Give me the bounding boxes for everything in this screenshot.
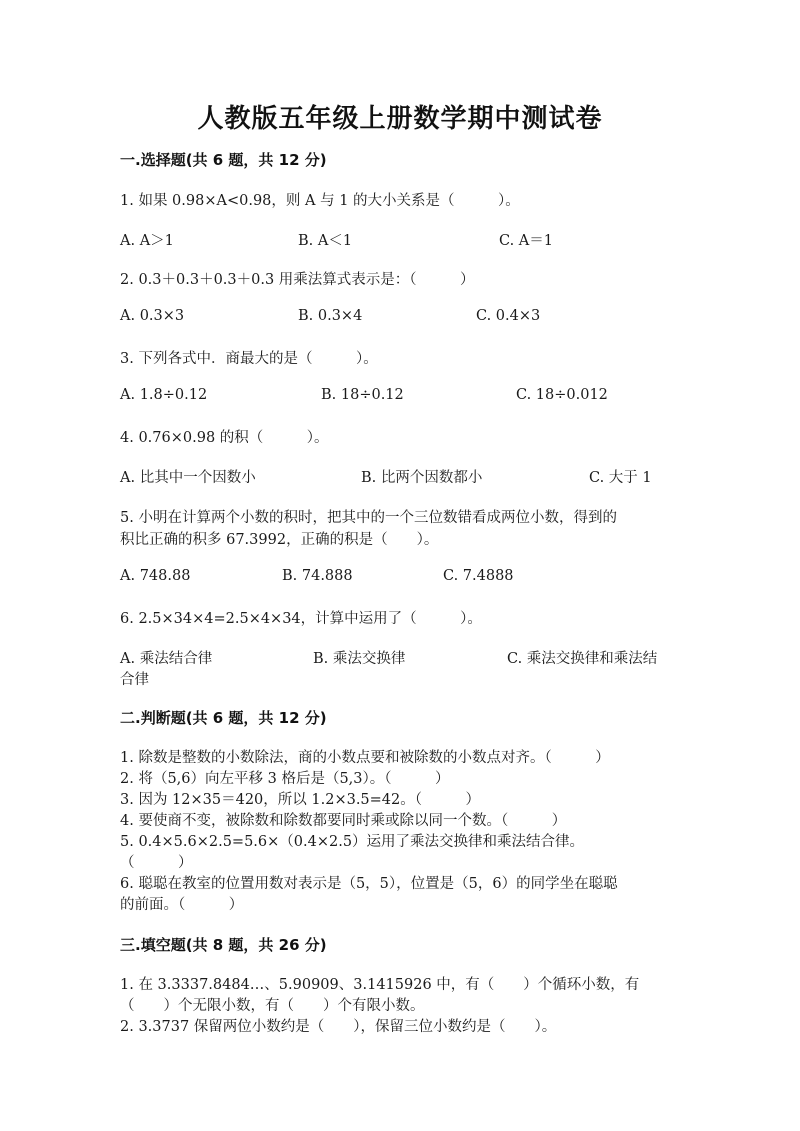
section-header-choice: 一.选择题(共 6 题，共 12 分) [120, 151, 327, 169]
tf-item-1: 1. 除数是整数的小数除法，商的小数点要和被除数的小数点对齐。（ ） [120, 750, 610, 766]
question-4: 4. 0.76×0.98 的积（ ）。 [120, 430, 329, 446]
tf-item-5-blank: （ ） [120, 855, 193, 871]
tf-item-5: 5. 0.4×5.6×2.5=5.6×（0.4×2.5）运用了乘法交换律和乘法结合律。 [120, 834, 585, 850]
q2-option-b: B. 0.3×4 [298, 308, 363, 324]
section-header-fill-blank: 三.填空题(共 8 题，共 26 分) [120, 936, 327, 954]
q2-option-c: C. 0.4×3 [476, 308, 541, 324]
tf-item-6: 6. 聪聪在教室的位置用数对表示是（5，5），位置是（5，6）的同学坐在聪聪 [120, 876, 618, 892]
fill-item-2: 2. 3.3737 保留两位小数约是（ ），保留三位小数约是（ ）。 [120, 1019, 557, 1035]
tf-item-4: 4. 要使商不变，被除数和除数都要同时乘或除以同一个数。（ ） [120, 813, 567, 829]
tf-item-3: 3. 因为 12×35＝420，所以 1.2×3.5=42。（ ） [120, 792, 481, 808]
q1-option-b: B. A＜1 [298, 233, 353, 249]
q3-option-b: B. 18÷0.12 [321, 387, 404, 403]
q4-option-c: C. 大于 1 [589, 470, 652, 486]
q3-option-c: C. 18÷0.012 [516, 387, 608, 403]
q5-option-b: B. 74.888 [282, 568, 353, 584]
question-6: 6. 2.5×34×4=2.5×4×34，计算中运用了（ ）。 [120, 611, 482, 627]
tf-item-6-cont: 的前面。（ ） [120, 897, 244, 913]
q6-option-c: C. 乘法交换律和乘法结 [507, 651, 658, 667]
q4-option-a: A. 比其中一个因数小 [120, 470, 256, 486]
q2-option-a: A. 0.3×3 [120, 308, 185, 324]
q1-option-c: C. A＝1 [499, 233, 553, 249]
question-5-line-1: 5. 小明在计算两个小数的积时，把其中的一个三位数错看成两位小数，得到的 [120, 510, 617, 526]
question-3: 3. 下列各式中．商最大的是（ ）。 [120, 351, 378, 367]
fill-item-1: 1. 在 3.3337.8484…、5.90909、3.1415926 中，有（ ）个循环小数，有 [120, 977, 640, 993]
tf-item-2: 2. 将（5,6）向左平移 3 格后是（5,3）。（ ） [120, 771, 450, 787]
q4-option-b: B. 比两个因数都小 [361, 470, 483, 486]
question-5-line-2: 积比正确的积多 67.3992，正确的积是（ ）。 [120, 532, 439, 548]
q1-option-a: A. A＞1 [120, 233, 174, 249]
q5-option-a: A. 748.88 [120, 568, 191, 584]
q5-option-c: C. 7.4888 [443, 568, 514, 584]
q6-option-a: A. 乘法结合律 [120, 651, 213, 667]
q3-option-a: A. 1.8÷0.12 [120, 387, 208, 403]
question-2: 2. 0.3＋0.3＋0.3＋0.3 用乘法算式表示是：（ ） [120, 272, 475, 288]
page-title: 人教版五年级上册数学期中测试卷 [197, 104, 603, 134]
fill-item-1-cont: （ ）个无限小数，有（ ）个有限小数。 [120, 998, 425, 1014]
section-header-true-false: 二.判断题(共 6 题，共 12 分) [120, 709, 327, 727]
question-1: 1. 如果 0.98×A<0.98，则 A 与 1 的大小关系是（ ）。 [120, 193, 520, 209]
q6-option-b: B. 乘法交换律 [313, 651, 406, 667]
q6-option-c-wrap: 合律 [120, 672, 149, 688]
